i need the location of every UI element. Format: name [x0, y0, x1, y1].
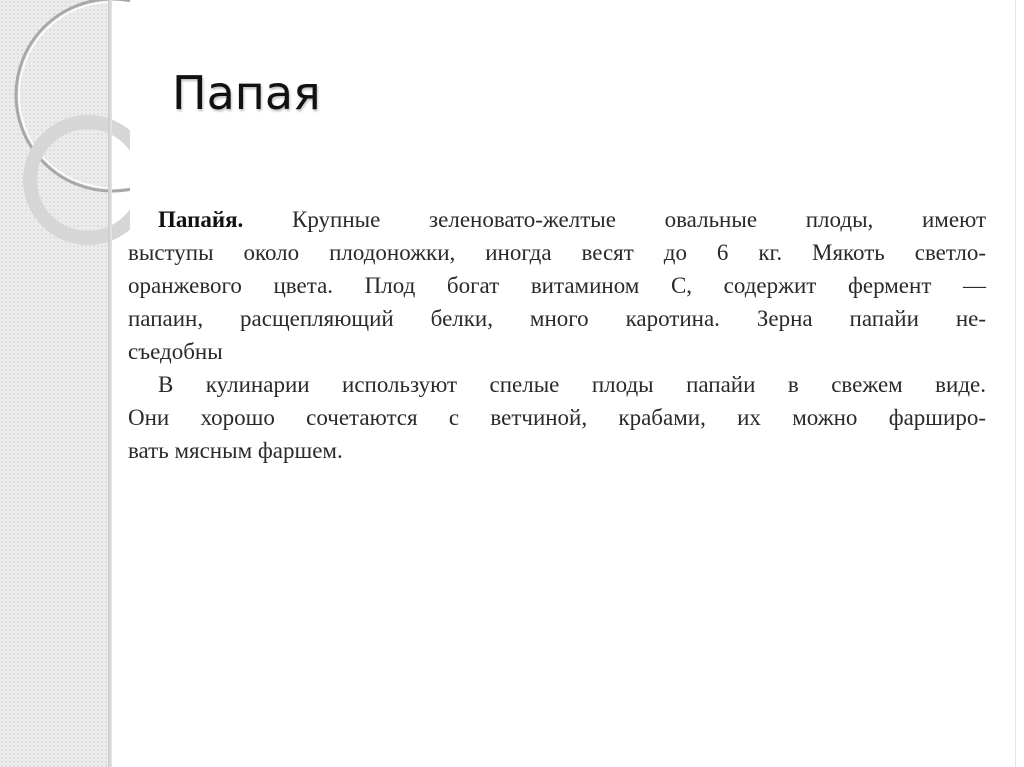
term-bold: Папайя.	[158, 207, 244, 232]
small-ring-decoration	[30, 122, 130, 238]
text-line: вать мясным фаршем.	[128, 438, 343, 463]
text-line: Папайя. Крупные зеленовато-желтые овальные плоды, имеют	[158, 207, 986, 232]
text-line: оранжевого цвета. Плод богат витамином С, содержит фермент —	[128, 273, 986, 298]
text-line: папаин, расщепляющий белки, много каротина. Зерна папайи не-	[128, 306, 986, 331]
slide-body-text	[128, 203, 986, 467]
slide-edge	[1015, 0, 1016, 767]
text-line: Они хорошо сочетаются с ветчиной, крабами, их можно фарширо-	[128, 405, 986, 430]
text-line: выступы около плодоножки, иногда весят до 6 кг. Мякоть светло-	[128, 240, 986, 265]
text-line: съедобны	[128, 339, 223, 364]
text-line: В кулинарии используют спелые плоды папайи в свежем виде.	[158, 372, 986, 397]
slide-title: Папая	[172, 66, 321, 120]
panel-divider	[108, 0, 112, 767]
